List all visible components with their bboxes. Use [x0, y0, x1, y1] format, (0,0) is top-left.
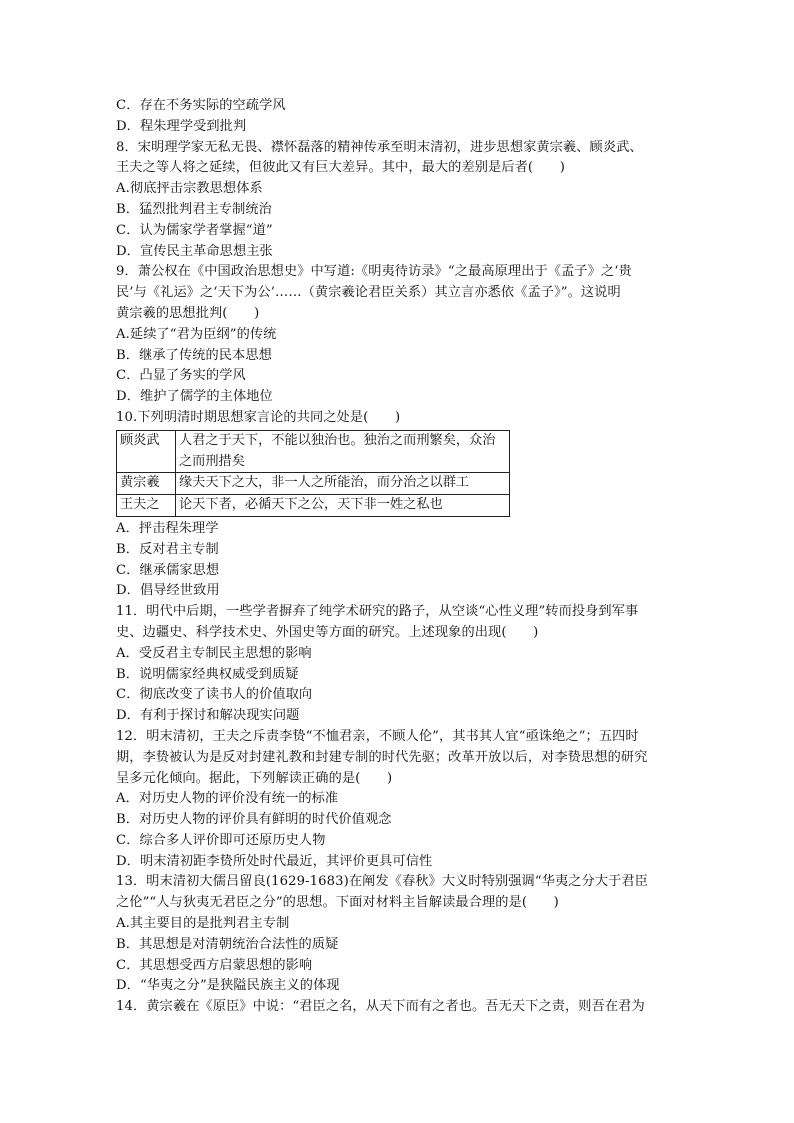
text-line: 13．明末清初大儒吕留良(1629-1683)在阐发《春秋》大义时特别强调“华夷之分大于君臣 [116, 874, 648, 890]
text-line: 9．萧公权在《中国政治思想史》中写道:《明夷待访录》“之最高原理出于《孟子》之‘贵 [116, 264, 632, 280]
text-line: 8．宋明理学家无私无畏、襟怀磊落的精神传承至明末清初，进步思想家黄宗羲、顾炎武、 [116, 139, 643, 155]
text-line: B．说明儒家经典权威受到质疑 [116, 666, 299, 682]
text-line: A.延续了“君为臣纲”的传统 [116, 326, 277, 342]
text-line: 期，李贽被认为是反对封建礼教和封建专制的时代先驱；改革开放以后，对李贽思想的研究 [116, 749, 648, 765]
text-line: A.其主要目的是批判君主专制 [116, 916, 290, 932]
text-line: B．其思想是对清朝统治合法性的质疑 [116, 936, 339, 952]
quote-cell: 论天下者，必循天下之公，天下非一姓之私也 [176, 495, 510, 517]
text-line: C．其思想受西方启蒙思想的影响 [116, 957, 313, 973]
table-row [117, 430, 510, 473]
text-line: D．明末清初距李贽所处时代最近，其评价更具可信性 [116, 853, 433, 869]
text-line: A.彻底抨击宗教思想体系 [116, 181, 263, 197]
exam-page [116, 96, 680, 1018]
thinker-name-cell: 王夫之 [117, 495, 176, 517]
text-line: D．宣传民主革命思想主张 [116, 243, 273, 259]
text-line: 民’与《礼运》之‘天下为公’……（黄宗羲论君臣关系）其立言亦悉依《孟子》”。这说明 [116, 285, 621, 301]
text-line: D．程朱理学受到批判 [116, 118, 247, 134]
question-block-top [116, 96, 680, 429]
table-row [117, 473, 510, 495]
text-line: D．倡导经世致用 [116, 583, 220, 599]
text-line: 呈多元化倾向。据此，下列解读正确的是( ) [116, 770, 393, 786]
text-line: A．受反君主专制民主思想的影响 [116, 645, 312, 661]
text-line: 王夫之等人将之延续，但彼此又有巨大差异。其中，最大的差别是后者( ) [116, 160, 565, 176]
text-line: C．彻底改变了读书人的价值取向 [116, 687, 313, 703]
text-line: 之伦”“人与狄夷无君臣之分”的思想。下面对材料主旨解读最合理的是( ) [116, 895, 559, 911]
text-line: 11．明代中后期，一些学者摒弃了纯学术研究的路子，从空谈“心性义理”转而投身到军事 [116, 604, 639, 620]
text-line: C．综合多人评价即可还原历史人物 [116, 832, 326, 848]
quote-cell: 缘夫天下之大，非一人之所能治，而分治之以群工 [176, 473, 510, 495]
table-row [117, 495, 510, 517]
text-line: 10.下列明清时期思想家言论的共同之处是( ) [116, 409, 401, 425]
question-block-bottom [116, 519, 680, 1018]
q10-table [116, 430, 510, 517]
text-line: C．凸显了务实的学风 [116, 368, 246, 384]
text-line: B．继承了传统的民本思想 [116, 347, 272, 363]
text-line: B．猛烈批判君主专制统治 [116, 201, 272, 217]
text-line: C．存在不务实际的空疏学风 [116, 98, 286, 113]
text-line: 黄宗羲的思想批判( ) [116, 305, 260, 321]
text-line: A．抨击程朱理学 [116, 520, 219, 536]
text-line: 14．黄宗羲在《原臣》中说：“君臣之名，从天下而有之者也。吾无天下之责，则吾在君为 [116, 999, 645, 1015]
text-line: D．“华夷之分”是狭隘民族主义的体现 [116, 978, 340, 994]
text-line: A．对历史人物的评价没有统一的标准 [116, 791, 339, 807]
thinker-name-cell: 顾炎武 [117, 430, 176, 473]
text-line: B．反对君主专制 [116, 541, 219, 557]
thinker-name-cell: 黄宗羲 [117, 473, 176, 495]
text-line: C．继承儒家思想 [116, 562, 220, 578]
text-line: 12．明末清初，王夫之斥责李贽“不恤君亲，不顾人伦”，其书其人宜“亟诛绝之”；五四时 [116, 728, 639, 744]
text-line: D．有利于探讨和解决现实问题 [116, 708, 300, 724]
text-line: D．维护了儒学的主体地位 [116, 389, 273, 405]
text-line: B．对历史人物的评价具有鲜明的时代价值观念 [116, 812, 392, 828]
quote-cell: 人君之于天下，不能以独治也。独治之而刑繁矣，众治之而刑措矣 [176, 430, 510, 473]
text-line: C．认为儒家学者掌握“道” [116, 222, 273, 238]
text-line: 史、边疆史、科学技术史、外国史等方面的研究。上述现象的出现( ) [116, 624, 539, 640]
